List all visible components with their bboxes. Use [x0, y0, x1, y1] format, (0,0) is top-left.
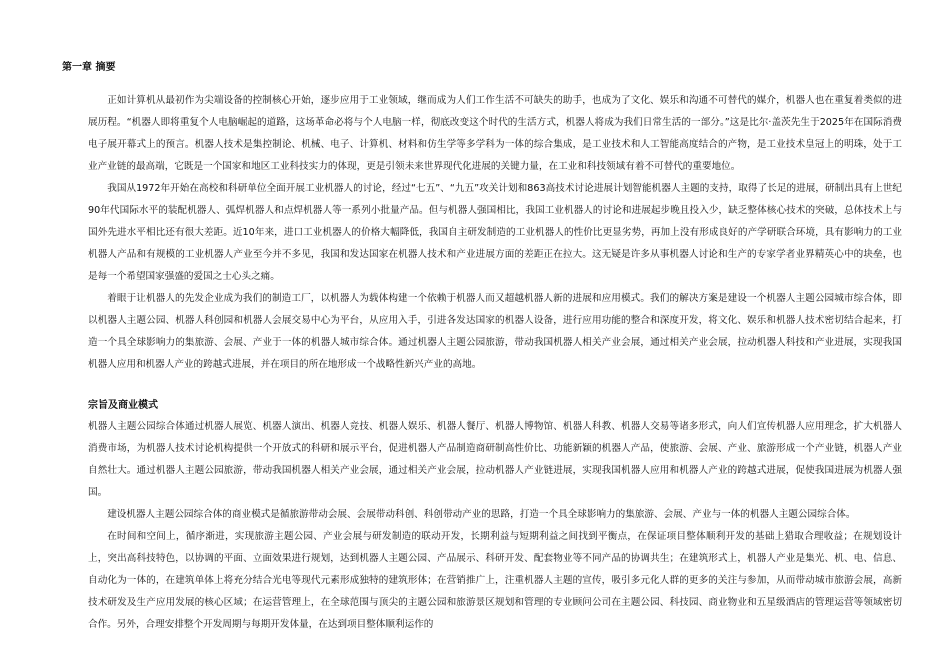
abstract-paragraph-1: 正如计算机从最初作为尖端设备的控制核心开始，逐步应用于工业领域，继而成为人们工作生活不可缺失的助手，也成为了文化、娱乐和沟通不可替代的媒介，机器人也在重复着类似的进展历程。“机器人即将重复个人电脑崛起的道路，这场革命必将与个人电脑一样，彻底改变这个时代的生活方式，机器人将成为我们日常生活的一部分。”这是比尔·盖茨先生于2025年在国际消费电子展开幕式上的预言。机器人技术是集控制论、机械、电子、计算机、材料和仿生学等多学科为一体的综合集成，是工业技术和人工智能高度结合的产物，是工业技术皇冠上的明珠，处于工业产业链的最高端，它既是一个国家和地区工业科技实力的体现，更是引领未来世界现代化进展的关键力量，在工业和科技领域有着不可替代的重要地位。 [88, 95, 902, 172]
section-paragraph-1: 机器人主题公园综合体通过机器人展览、机器人演出、机器人竞技、机器人娱乐、机器人餐厅、机器人博物馆、机器人科教、机器人交易等诸多形式，向人们宣传机器人应用理念，扩大机器人消费市场，为机器人技术讨论机构提供一个开放式的科研和展示平台，促进机器人产品制造商研制高性价比、功能新颖的机器人产品，使旅游、会展、产业、旅游形成一个产业链，机器人产业自然壮大。通过机器人主题公园旅游，带动我国机器人相关产业会展，通过相关产业会展，拉动机器人产业链进展，实现我国机器人应用和机器人产业的跨越式进展，促使我国进展为机器人强国。 [88, 421, 902, 498]
section-paragraph-2: 建设机器人主题公园综合体的商业模式是循旅游带动会展、会展带动科创、科创带动产业的思路，打造一个具全球影响力的集旅游、会展、产业与一体的机器人主题公园综合体。 [107, 509, 856, 520]
abstract-body [88, 90, 902, 376]
chapter-title: 第一章 摘要 [62, 62, 116, 73]
abstract-paragraph-2: 我国从1972年开始在高校和科研单位全面开展工业机器人的讨论，经过“七五”、“九五”攻关计划和863高技术讨论进展计划智能机器人主题的支持，取得了长足的进展，研制出具有上世纪90年代国际水平的装配机器人、弧焊机器人和点焊机器人等一系列小批量产品。但与机器人强国相比，我国工业机器人的讨论和进展起步晚且投入少，缺乏整体核心技术的突破，总体技术上与国外先进水平相比还有很大差距。近10年来，进口工业机器人的价格大幅降低，我国自主研发制造的工业机器人的性价比更显劣势，再加上没有形成良好的产学研联合环境，具有影响力的工业机器人产品和有规模的工业机器人产业至今并不多见，我国和发达国家在机器人技术和产业进展方面的差距正在拉大。这无疑是许多从事机器人讨论和生产的专家学者业界精英心中的块垒，也是每一个希望国家强盛的爱国之士心头之痛。 [88, 183, 902, 282]
section-body [88, 416, 902, 636]
abstract-paragraph-3: 着眼于让机器人的先发企业成为我们的制造工厂，以机器人为载体构建一个依赖于机器人而又超越机器人新的进展和应用模式。我们的解决方案是建设一个机器人主题公园城市综合体，即以机器人主题公园、机器人科创园和机器人会展交易中心为平台，从应用入手，引进各发达国家的机器人设备，进行应用功能的整合和深度开发，将文化、娱乐和机器人技术密切结合起来，打造一个具全球影响力的集旅游、会展、产业于一体的机器人城市综合体。通过机器人主题公园旅游，带动我国机器人相关产业会展，通过相关产业会展，拉动机器人科技和产业进展，实现我国机器人应用和机器人产业的跨越式进展，并在项目的所在地形成一个战略性新兴产业的高地。 [88, 293, 902, 370]
section-paragraph-3: 在时间和空间上，循序渐进，实现旅游主题公园、产业会展与研发制造的联动开发，长期利益与短期利益之间找到平衡点，在保证项目整体顺利开发的基础上猎取合理收益；在规划设计上，突出高科技特色，以协调的平面、立面效果进行规划，达到机器人主题公园、产品展示、科研开发、配套物业等不同产品的协调共生；在建筑形式上，机器人产业是集光、机、电、信息、自动化为一体的，在建筑单体上将充分结合光电等现代元素形成独特的建筑形体；在营销推广上，注重机器人主题的宣传，吸引多元化人群的更多的关注与参加，从而带动城市旅游会展，高新技术研发及生产应用发展的核心区域；在运营管理上，在全球范围与顶尖的主题公园和旅游景区规划和管理的专业顾问公司在主题公园、科技园、商业物业和五星级酒店的管理运营等领域密切合作。另外，合理安排整个开发周期与每期开发体量，在达到项目整体顺利运作的 [88, 531, 902, 630]
document-page [62, 58, 902, 636]
section-title: 宗旨及商业模式 [88, 400, 158, 411]
